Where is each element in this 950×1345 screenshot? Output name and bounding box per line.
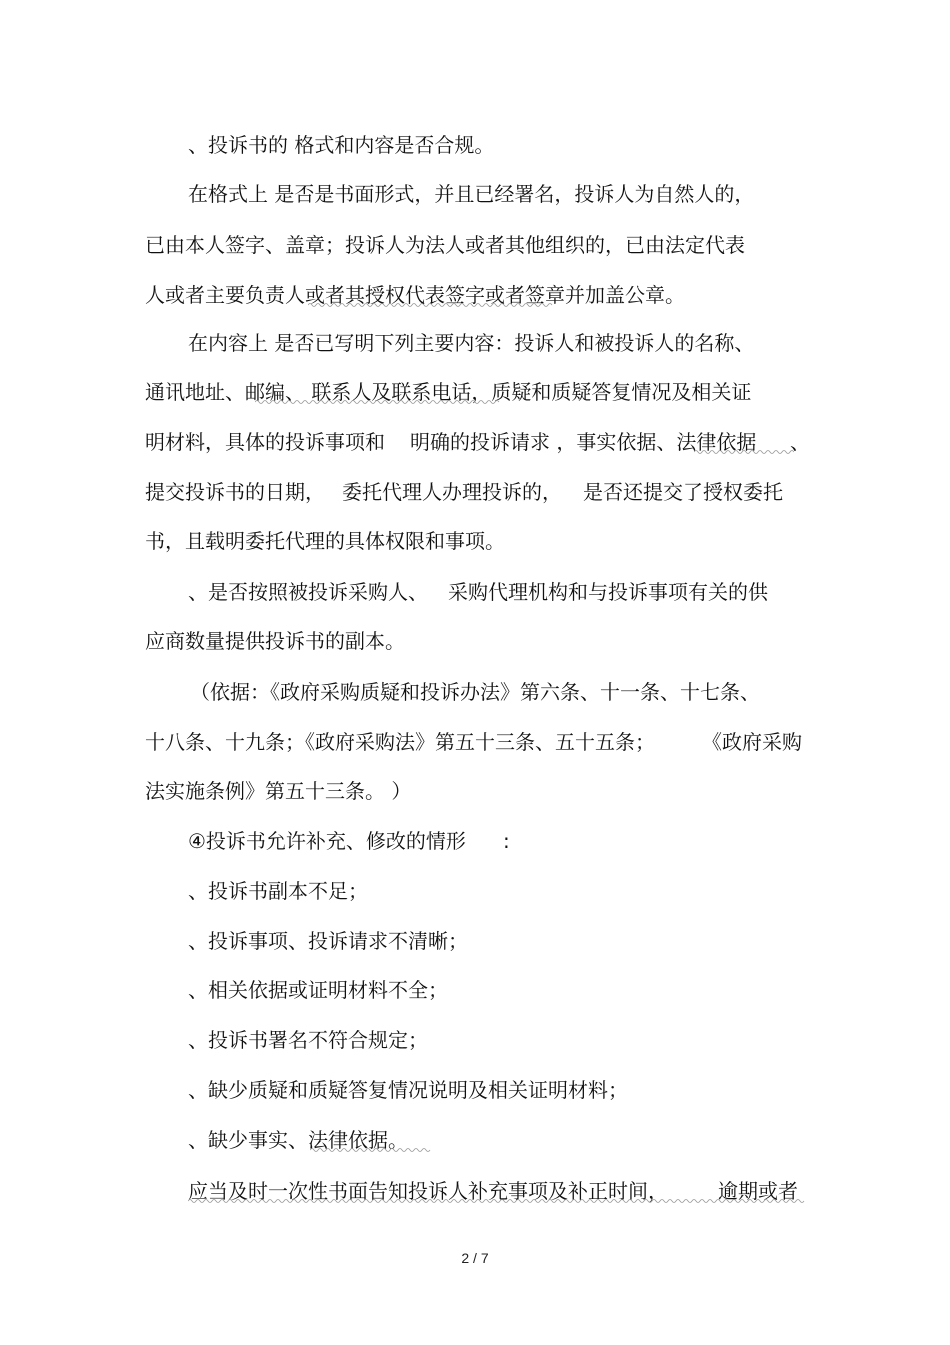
text-segment: 明确的投诉请求 ，事实依据、法律依据 xyxy=(410,430,757,454)
text-segment: 在内容上 是否已写明下列主要内容：投诉人和被投诉人的名称、 xyxy=(188,331,755,355)
text-segment: 采购代理机构和与投诉事项有关的供 xyxy=(448,580,768,604)
paragraph-line xyxy=(0,524,950,558)
text-segment: 、缺少事实、法律依据。 xyxy=(188,1128,408,1152)
paragraph-line xyxy=(0,824,950,858)
text-segment: 通讯地址、邮编、 联系人及联系电话，质疑和质疑答复情况及相关证 xyxy=(145,380,752,404)
text-segment: 、相关依据或证明材料不全； xyxy=(188,978,448,1002)
text-segment: 、 xyxy=(790,430,810,454)
paragraph-line xyxy=(0,774,950,808)
paragraph-line xyxy=(0,375,950,409)
wavy-underline xyxy=(308,302,553,308)
paragraph-line xyxy=(0,475,950,509)
text-segment: 逾期或者 xyxy=(718,1179,798,1203)
text-segment: 书，且载明委托代理的具体权限和事项。 xyxy=(145,529,505,553)
text-segment: 在格式上 是否是书面形式，并且已经署名，投诉人为自然人的， xyxy=(188,182,755,206)
text-segment: 、投诉书副本不足； xyxy=(188,879,368,903)
paragraph-line xyxy=(0,128,950,162)
paragraph-line xyxy=(0,973,950,1007)
paragraph-line xyxy=(0,575,950,609)
paragraph-line xyxy=(0,177,950,211)
text-segment: 人或者主要负责人或者其授权代表签字或者签章并加盖公章。 xyxy=(145,283,685,307)
page-number: 2 / 7 xyxy=(461,1250,489,1266)
wavy-underline xyxy=(694,449,794,455)
wavy-underline xyxy=(255,399,500,405)
paragraph-line xyxy=(0,425,950,459)
text-segment: 提交投诉书的日期， xyxy=(145,480,325,504)
text-segment: 应当及时一次性书面告知投诉人补充事项及补正时间， xyxy=(188,1179,668,1203)
paragraph-line xyxy=(0,1023,950,1057)
text-segment: 明材料，具体的投诉事项和 xyxy=(145,430,385,454)
wavy-underline xyxy=(310,1147,432,1153)
text-segment: 法实施条例》第五十三条。 ） xyxy=(145,779,412,803)
paragraph-line xyxy=(0,278,950,312)
paragraph-line xyxy=(0,874,950,908)
text-segment: 、投诉书的 格式和内容是否合规。 xyxy=(188,133,495,157)
text-segment: 、投诉书署名不符合规定； xyxy=(188,1028,428,1052)
paragraph-line xyxy=(0,624,950,658)
text-segment: 《政府采购 xyxy=(702,730,802,754)
paragraph-line xyxy=(0,228,950,262)
wavy-underline xyxy=(188,1198,805,1204)
text-segment: 、投诉事项、投诉请求不清晰； xyxy=(188,929,468,953)
text-segment: ④投诉书允许补充、修改的情形 xyxy=(188,829,466,853)
text-segment: : xyxy=(503,829,510,853)
text-segment: 、缺少质疑和质疑答复情况说明及相关证明材料； xyxy=(188,1078,628,1102)
paragraph-line xyxy=(0,1073,950,1107)
text-segment: 已由本人签字、盖章；投诉人为法人或者其他组织的，已由法定代表 xyxy=(145,233,745,257)
text-segment: 应商数量提供投诉书的副本。 xyxy=(145,629,405,653)
paragraph-line xyxy=(0,924,950,958)
paragraph-line xyxy=(0,326,950,360)
text-segment: 是否还提交了授权委托 xyxy=(583,480,783,504)
text-segment: 十八条、十九条；《政府采购法》第五十三条、五十五条； xyxy=(145,730,655,754)
paragraph-line xyxy=(0,725,950,759)
text-segment: 、是否按照被投诉采购人、 xyxy=(188,580,428,604)
text-segment: 委托代理人办理投诉的， xyxy=(342,480,562,504)
text-segment: （依据：《政府采购质疑和投诉办法》第六条、十一条、十七条、 xyxy=(190,680,760,704)
paragraph-line xyxy=(0,1174,950,1208)
paragraph-line xyxy=(0,675,950,709)
paragraph-line xyxy=(0,1123,950,1157)
